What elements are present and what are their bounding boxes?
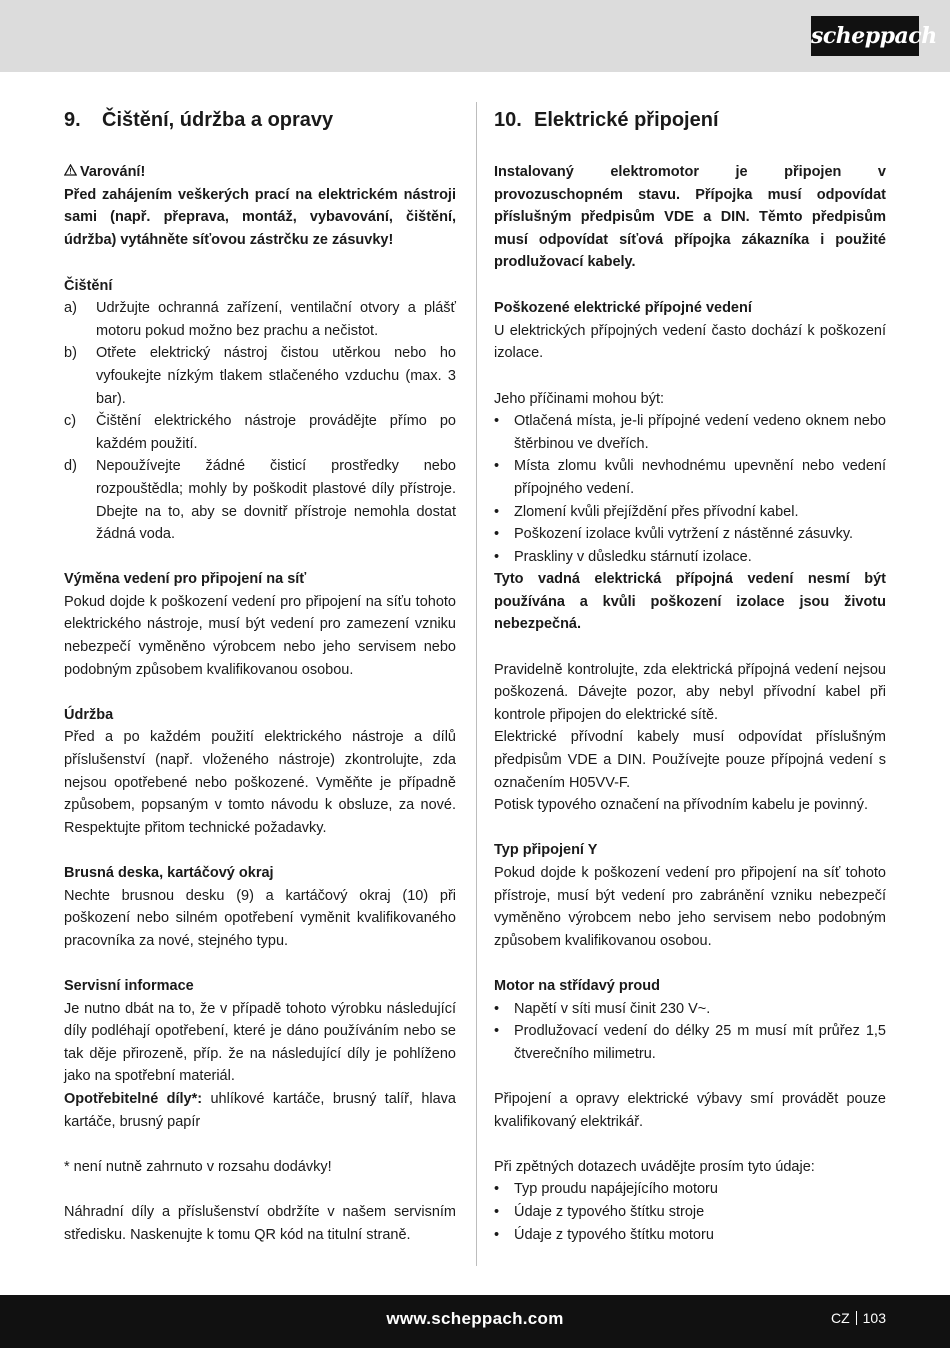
sanding-text: Nechte brusnou desku (9) a kartáčový okraj (10) při poškození nebo silném opotřebení vyměnit kvalifikovaného pracovníka za nové, stejného typu. [64, 887, 456, 949]
causes-list [494, 410, 886, 568]
list-item: • Poškození izolace kvůli vytržení z nástěnné zásuvky. [494, 523, 886, 546]
cable-text: Pokud dojde k poškození vedení pro připojení na síťu tohoto elektrického nástroje, musí být vedení pro zamezení vzniku nebezpečí vyměněno výrobcem nebo jeho servisem nebo podobným způsobem kvalifikovanou osobou. [64, 593, 456, 678]
list-item: b) Otřete elektrický nástroj čistou utěrkou nebo ho vyfoukejte nízkým tlakem stlačeného vzduchu (max. 3 bar). [64, 345, 456, 407]
footer-url-link[interactable]: www.scheppach.com [386, 1309, 564, 1328]
service-heading: Servisní informace [64, 977, 194, 994]
list-item: d) Nepoužívejte žádné čisticí prostředky nebo rozpouštědla; mohly by poškodit plastové díly přístroje. Dbejte na to, aby se dovnitř přístroje nemohla dostat žádná voda. [64, 458, 456, 543]
spare-parts-text: Náhradní díly a příslušenství obdržíte v našem servisním středisku. Naskenujte k tomu QR kód na titulní straně. [64, 1203, 456, 1243]
list-item: • Místa zlomu kvůli nevhodnému upevnění nebo vedení přípojného vedení. [494, 455, 886, 500]
left-column [64, 106, 456, 1246]
causes-label: Jeho příčinami mohou být: [494, 390, 665, 407]
right-column [494, 106, 886, 1246]
section-number: 10. [494, 109, 522, 131]
damaged-text: U elektrických přípojných vedení často dochází k poškození izolace. [494, 322, 886, 362]
page-indicator [831, 1310, 886, 1326]
maintenance-heading: Údržba [64, 706, 114, 723]
warning-label: Varování! [80, 164, 146, 180]
check-text-3: Potisk typového označení na přívodním kabelu je povinný. [494, 797, 869, 814]
ac-motor-heading: Motor na střídavý proud [494, 977, 660, 994]
page-number: 103 [862, 1310, 886, 1326]
list-item: c) Čištění elektrického nástroje provádějte přímo po každém použití. [64, 413, 456, 452]
wear-parts: Opotřebitelné díly*: uhlíkové kartáče, brusný talíř, hlava kartáče, brusný papír [64, 1090, 456, 1130]
column-divider [476, 102, 477, 1266]
separator [856, 1311, 857, 1325]
list-item: • Prodlužovací vedení do délky 25 m musí mít průřez 1,5 čtverečního milimetru. [494, 1020, 886, 1065]
check-text-2: Elektrické přívodní kabely musí odpovídat příslušným předpisům VDE a DIN. Používejte pouze přípojná vedení s označením H05VV-F. [494, 729, 886, 791]
maintenance-text: Před a po každém použití elektrického nástroje a dílů příslušenství (např. vloženého nástroje) zkontrolujte, zda nejsou opotřebené nebo poškozené. Vyměňte je případně způsobem, popsaným v tomto návodu k obsluze, za nové. Respektujte přitom technické požadavky. [64, 729, 456, 836]
footnote: * není nutně zahrnuto v rozsahu dodávky! [64, 1158, 332, 1175]
section-10-title [494, 106, 886, 134]
list-item: • Zlomení kvůli přejíždění přes přívodní kabel. [494, 501, 886, 524]
list-item: • Praskliny v důsledku stárnutí izolace. [494, 546, 886, 569]
warning-heading [64, 161, 456, 184]
list-item: • Údaje z typového štítku motoru [494, 1224, 886, 1247]
language-code: CZ [830, 1310, 850, 1326]
list-item: • Údaje z typového štítku stroje [494, 1201, 886, 1224]
list-item: a) Udržujte ochranná zařízení, ventilační otvory a plášť motoru pokud možno bez prachu a nečistot. [64, 300, 456, 339]
brand-logo: scheppach [811, 16, 919, 56]
inquiries-list [494, 1178, 886, 1246]
ac-motor-list [494, 998, 886, 1066]
repairs-text: Připojení a opravy elektrické výbavy smí provádět pouze kvalifikovaný elektrikář. [494, 1090, 886, 1130]
list-item: • Typ proudu napájejícího motoru [494, 1178, 886, 1201]
check-text-1: Pravidelně kontrolujte, zda elektrická přípojná vedení nejsou poškozená. Dávejte pozor, aby nebyl přívodní kabel při kontrole připojen do elektrické sítě. [494, 661, 886, 723]
warning-triangle-icon [64, 161, 80, 184]
list-item: • Napětí v síti musí činit 230 V~. [494, 998, 886, 1021]
cable-heading: Výměna vedení pro připojení na síť [64, 571, 307, 588]
cleaning-heading: Čištění [64, 277, 113, 294]
list-item: • Otlačená místa, je-li přípojné vedení vedeno oknem nebo štěrbinou ve dveřích. [494, 410, 886, 455]
cleaning-list [64, 297, 456, 546]
footer-band [0, 1295, 950, 1348]
type-y-heading: Typ připojení Y [494, 842, 598, 859]
service-text: Je nutno dbát na to, že v případě tohoto výrobku následující díly podléhají opotřebení, které je dáno používáním nebo se tak děje přirozeně, příp. že na následující díly je pohlíženo jako na spotřební materiál. [64, 1000, 456, 1085]
damaged-heading: Poškozené elektrické přípojné vedení [494, 300, 752, 317]
electric-intro: Instalovaný elektromotor je připojen v provozuschopném stavu. Přípojka musí odpovídat příslušným předpisům VDE a DIN. Těmto předpisům musí odpovídat síťová přípojka zákazníka i použité prodlužovací kabely. [494, 164, 886, 271]
header-band [0, 0, 950, 72]
inquiries-label: Při zpětných dotazech uvádějte prosím tyto údaje: [494, 1158, 815, 1175]
type-y-text: Pokud dojde k poškození vedení pro připojení na síť tohoto přístroje, musí být vedení pro zabránění vzniku nebezpečí vyměněno výrobcem nebo jeho servisem nebo podobným způsobem kvalifikovanou osobou. [494, 865, 886, 949]
section-title-text: Elektrické připojení [534, 109, 719, 131]
section-number: 9. [64, 109, 81, 131]
warning-text: Před zahájením veškerých prací na elektrickém nástroji sami (např. přeprava, montáž, vybavování, čištění, údržba) vytáhněte síťovou zástrčku ze zásuvky! [64, 186, 456, 248]
section-title-text: Čištění, údržba a opravy [102, 109, 334, 131]
sanding-heading: Brusná deska, kartáčový okraj [64, 865, 274, 881]
section-9-title [64, 106, 456, 134]
damaged-warning: Tyto vadná elektrická přípojná vedení nesmí být používána a kvůli poškození izolace jsou životu nebezpečná. [494, 571, 886, 633]
